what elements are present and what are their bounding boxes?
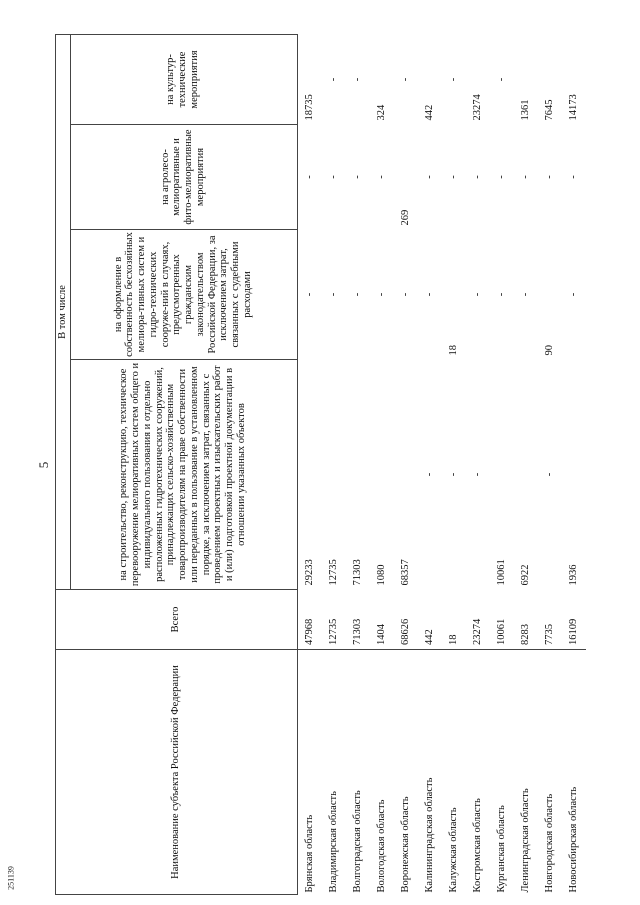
region-name: Воронежская область bbox=[399, 796, 411, 893]
total-value: 10061 bbox=[490, 590, 514, 650]
ownership-value: - bbox=[327, 292, 339, 297]
cultural-technical-value: 324 bbox=[375, 104, 387, 121]
agroforestry-value: - bbox=[351, 175, 363, 179]
region-name: Ленинградская область bbox=[519, 788, 531, 893]
ownership-value: - bbox=[495, 292, 507, 297]
header-cultural-technical: на культур-технические мероприятия bbox=[71, 34, 296, 124]
document-code bbox=[4, 855, 18, 900]
agroforestry-value: 269 bbox=[399, 209, 411, 226]
region-name: Курганская область bbox=[495, 805, 507, 893]
header-ownership: на оформление в собственность бесхозяйных мелиора-тивных систем и гидро-технических сооруже-ний в случаях, предусмотренных гражданским законодательством Российской Федерации, за исключением затрат, связанных с судебными расходами bbox=[71, 230, 296, 360]
region-name: Новосибирская область bbox=[567, 786, 579, 893]
construction-value: 10061 bbox=[495, 559, 507, 586]
cultural-technical-value: 23274 bbox=[471, 94, 483, 121]
total-value: 1404 bbox=[370, 590, 394, 650]
agroforestry-value: - bbox=[567, 175, 579, 179]
region-name: Брянская область bbox=[303, 814, 315, 893]
construction-value: 12735 bbox=[327, 559, 339, 586]
header-agroforestry: на агролесо-мелиоративные и фито-мелиоративные мероприятия bbox=[71, 125, 296, 230]
ownership-value: - bbox=[567, 292, 579, 297]
cultural-technical-value: - bbox=[495, 77, 507, 82]
total-value: 68626 bbox=[394, 590, 418, 650]
total-value: 442 bbox=[418, 590, 442, 650]
total-value: 71303 bbox=[346, 590, 370, 650]
table-body bbox=[298, 34, 587, 894]
construction-value: - bbox=[423, 472, 435, 477]
header-construction: на строительство, реконструкцию, техническое перевооружение мелиоративных систем общего и индивидуального пользования и отдельно расположенных гидротехнических сооружений, принадлежащих сельско-хозяйственным товаропроизводителям на праве собственности или переданных в пользование в установленном порядке, за исключением затрат, связанных с проведением проектных и изыскательских работ и (или) подготовкой проектной документации в отношении указанных объектов bbox=[71, 360, 296, 590]
construction-value: - bbox=[543, 472, 555, 477]
rotated-page bbox=[36, 35, 625, 895]
agroforestry-value: - bbox=[447, 175, 459, 179]
construction-value: - bbox=[447, 472, 459, 477]
table-row bbox=[322, 34, 346, 894]
agroforestry-value: - bbox=[519, 175, 531, 179]
agroforestry-value: - bbox=[495, 175, 507, 179]
region-name: Владимирская область bbox=[327, 791, 339, 893]
ownership-value: - bbox=[375, 292, 387, 297]
agroforestry-value: - bbox=[423, 175, 435, 179]
table-row bbox=[562, 34, 586, 894]
agroforestry-value: - bbox=[303, 175, 315, 179]
cultural-technical-value: 1361 bbox=[519, 99, 531, 121]
total-value: 47968 bbox=[298, 590, 323, 650]
region-name: Костромская область bbox=[471, 798, 483, 893]
agroforestry-value: - bbox=[543, 175, 555, 179]
agroforestry-value: - bbox=[375, 175, 387, 179]
header-total: Всего bbox=[56, 590, 296, 650]
total-value: 18 bbox=[442, 590, 466, 650]
subsidy-table bbox=[55, 34, 586, 895]
region-name: Волгоградская область bbox=[351, 790, 363, 893]
cultural-technical-value: 442 bbox=[423, 104, 435, 121]
ownership-value: - bbox=[471, 292, 483, 297]
table-row bbox=[370, 34, 394, 894]
ownership-value: - bbox=[399, 292, 411, 297]
ownership-value: 90 bbox=[543, 345, 555, 356]
ownership-value: - bbox=[423, 292, 435, 297]
header-including: В том числе bbox=[56, 34, 71, 589]
total-value: 16109 bbox=[562, 590, 586, 650]
region-name: Новгородская область bbox=[543, 793, 555, 893]
construction-value: 1936 bbox=[567, 564, 579, 586]
agroforestry-value: - bbox=[471, 175, 483, 179]
table-row bbox=[394, 34, 418, 894]
total-value: 12735 bbox=[322, 590, 346, 650]
document-code-text: 251139 bbox=[6, 865, 16, 890]
cultural-technical-value: - bbox=[447, 77, 459, 82]
total-value: 8283 bbox=[514, 590, 538, 650]
construction-value: 6922 bbox=[519, 564, 531, 586]
table-row bbox=[466, 34, 490, 894]
ownership-value: - bbox=[519, 292, 531, 297]
table-row bbox=[418, 34, 442, 894]
ownership-value: 18 bbox=[447, 345, 459, 356]
construction-value: - bbox=[471, 472, 483, 477]
table-row bbox=[346, 34, 370, 894]
cultural-technical-value: 18735 bbox=[303, 94, 315, 121]
cultural-technical-value: 7645 bbox=[543, 99, 555, 121]
table-row bbox=[442, 34, 466, 894]
table-header bbox=[56, 34, 298, 894]
table-row bbox=[490, 34, 514, 894]
cultural-technical-value: 14173 bbox=[567, 94, 579, 121]
total-value: 7735 bbox=[538, 590, 562, 650]
agroforestry-value: - bbox=[327, 175, 339, 179]
region-name: Вологодская область bbox=[375, 799, 387, 893]
page-number: 5 bbox=[36, 461, 51, 469]
construction-value: 29233 bbox=[303, 559, 315, 586]
region-name: Калужская область bbox=[447, 807, 459, 893]
construction-value: 68357 bbox=[399, 559, 411, 586]
construction-value: 71303 bbox=[351, 559, 363, 586]
cultural-technical-value: - bbox=[327, 77, 339, 82]
ownership-value: - bbox=[303, 292, 315, 297]
table-row bbox=[538, 34, 562, 894]
region-name: Калининградская область bbox=[423, 777, 435, 893]
table-row bbox=[298, 34, 323, 894]
cultural-technical-value: - bbox=[351, 77, 363, 82]
construction-value: 1080 bbox=[375, 564, 387, 586]
header-subject: Наименование субъекта Российской Федерации bbox=[56, 650, 296, 895]
table-row bbox=[514, 34, 538, 894]
total-value: 23274 bbox=[466, 590, 490, 650]
cultural-technical-value: - bbox=[399, 77, 411, 82]
ownership-value: - bbox=[351, 292, 363, 297]
